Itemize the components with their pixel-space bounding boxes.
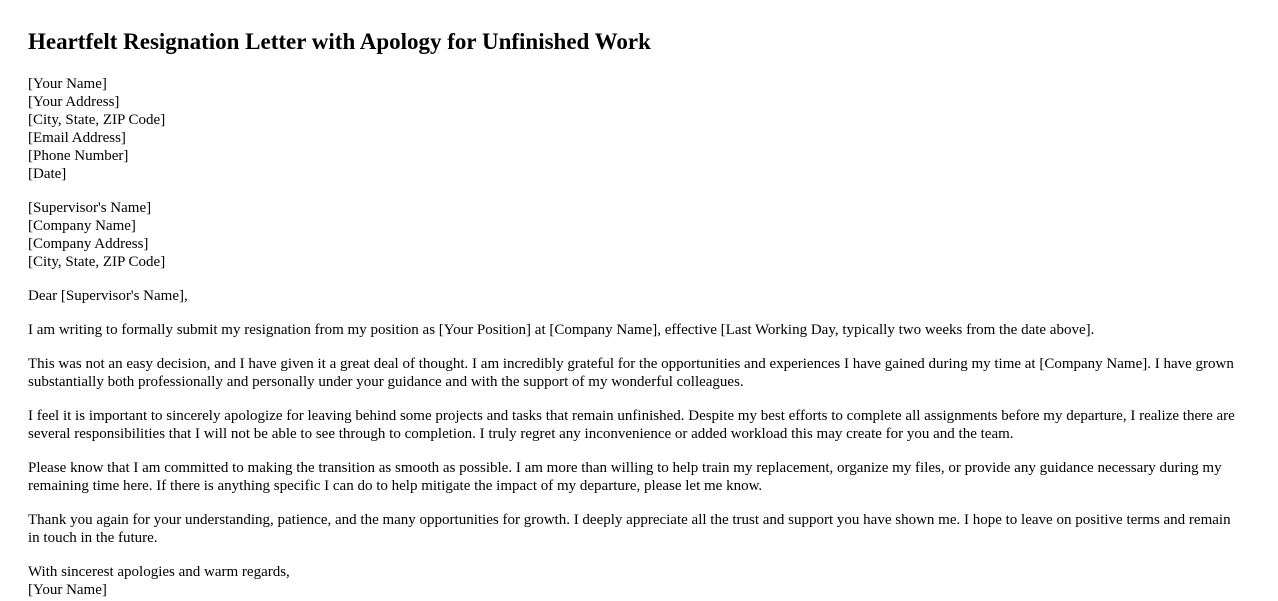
- paragraph-3: I feel it is important to sincerely apologize for leaving behind some projects and tasks that remain unfinished. Despite my best efforts to complete all assignments before my departure, I realize there are several responsibilities that I will not be able to see through to completion. I truly regret any inconvenience or added workload this may create for you and the team.: [28, 408, 1235, 442]
- recipient-supervisor: [Supervisor's Name]: [28, 200, 152, 216]
- salutation: Dear [Supervisor's Name],: [28, 288, 188, 304]
- sender-city-state-zip: [City, State, ZIP Code]: [28, 112, 166, 128]
- closing-block: [28, 563, 1240, 599]
- paragraph-4: Please know that I am committed to making the transition as smooth as possible. I am more than willing to help train my replacement, organize my files, or provide any guidance necessary during my remaining time here. If there is anything specific I can do to help mitigate the impact of my departure, please let me know.: [28, 460, 1222, 494]
- recipient-city-state-zip: [City, State, ZIP Code]: [28, 254, 166, 270]
- sender-block: [28, 75, 1240, 183]
- paragraph-1: I am writing to formally submit my resignation from my position as [Your Position] at [Company Name], effective [Last Working Day, typically two weeks from the date above].: [28, 322, 1095, 338]
- sender-name: [Your Name]: [28, 76, 107, 92]
- recipient-address: [Company Address]: [28, 236, 149, 252]
- sender-email: [Email Address]: [28, 130, 126, 146]
- sender-date: [Date]: [28, 166, 67, 182]
- sender-address: [Your Address]: [28, 94, 120, 110]
- recipient-block: [28, 199, 1240, 271]
- sender-phone: [Phone Number]: [28, 148, 129, 164]
- recipient-company: [Company Name]: [28, 218, 136, 234]
- signature: [Your Name]: [28, 582, 107, 598]
- closing: With sincerest apologies and warm regards,: [28, 564, 290, 580]
- paragraph-5: Thank you again for your understanding, patience, and the many opportunities for growth. I deeply appreciate all the trust and support you have shown me. I hope to leave on positive terms and remain in touch in the future.: [28, 512, 1231, 546]
- paragraph-2: This was not an easy decision, and I have given it a great deal of thought. I am incredibly grateful for the opportunities and experiences I have gained during my time at [Company Name]. I have grown substantially both professionally and personally under your guidance and with the support of my wonderful colleagues.: [28, 356, 1234, 390]
- page-title: Heartfelt Resignation Letter with Apology for Unfinished Work: [28, 29, 651, 54]
